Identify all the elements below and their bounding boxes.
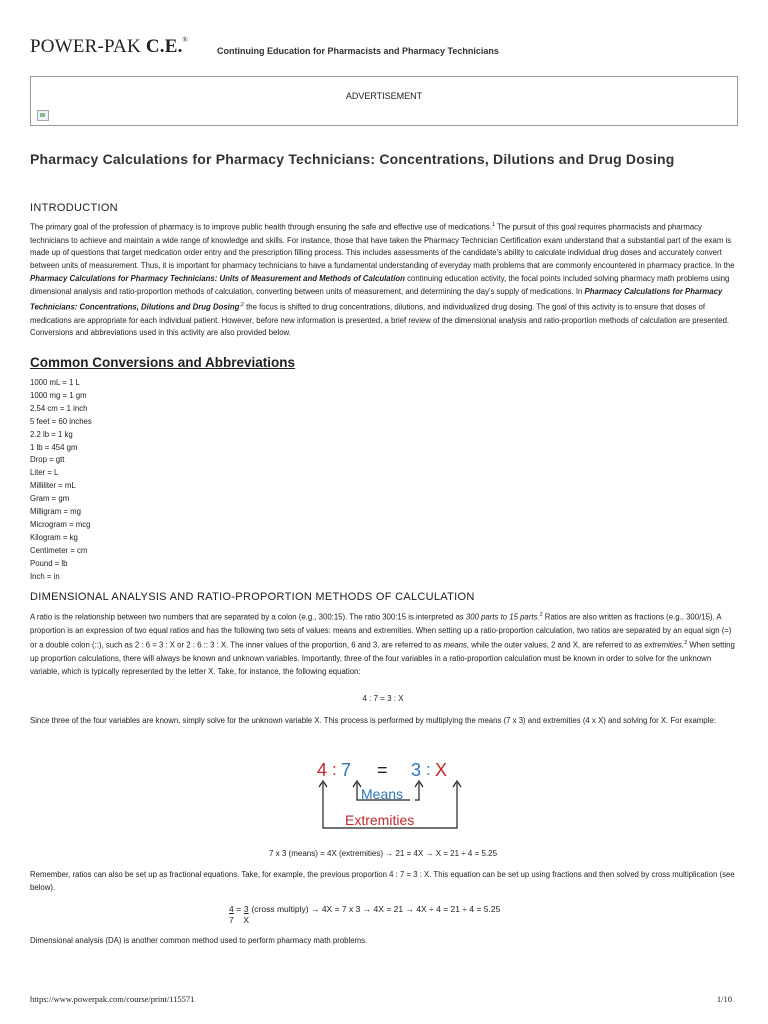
- logo-ce: C.E.: [145, 36, 183, 57]
- conversion-item: 5 feet = 60 inches: [30, 416, 92, 426]
- ratio-text-3: while the outer values, 2 and X, are referred to as: [469, 641, 645, 650]
- ratio-italic-means: means,: [443, 641, 470, 650]
- means-extremities-diagram: [315, 756, 465, 836]
- equation-solve: 7 x 3 (means) = 4X (extremities) → 21 = 4X → X = 21 ÷ 4 = 5.25: [268, 849, 498, 858]
- intro-text-1: The primary goal of the profession of pharmacy is to improve public health through ensuring the safe and effective use of medications.: [30, 222, 492, 232]
- advertisement-box[interactable]: [30, 76, 738, 126]
- diagram-4: 4: [317, 760, 328, 780]
- fraction-right-denominator: X: [243, 915, 250, 925]
- diagram-colon-1: :: [332, 760, 337, 779]
- ratio-text-2: Ratios are also written as fractions (e.g., 300/15). A proportion is an expression of two equal ratios and has the following two sets of values: means and extremities. When setting up a ratio-proportion calculation, two ratios are separated by an equal sign (=) or a double colon (::), such as 2 : 6 = 3 : X or 2 : 6 :: 3 : X. The inner values of the proportion, 6 and 3, are referred to as: [30, 612, 732, 650]
- conversion-item: Milligram = mg: [30, 507, 81, 517]
- conversion-item: Microgram = mcg: [30, 519, 91, 529]
- conversion-item: Milliliter = mL: [30, 481, 76, 491]
- fraction-left-numerator: 4: [229, 904, 234, 914]
- ratio-text-4: When setting up proportion calculations, there will always be known and unknown variables. Importantly, three of the four variables in a ratio-proportion calculation must be known in order to solve for the unknown variable, which is typically represented by the letter X. Take, for instance, the following equation:: [30, 641, 735, 676]
- introduction-heading: INTRODUCTION: [30, 202, 118, 214]
- diagram-colon-2: :: [426, 760, 431, 779]
- footer-url[interactable]: https://www.powerpak.com/course/print/115571: [30, 994, 195, 1004]
- activity-title-concentrations: Pharmacy Calculations for Pharmacy Technicians: Concentrations, Dilutions and Drug Dosing: [30, 287, 723, 312]
- conversion-item: Kilogram = kg: [30, 532, 78, 542]
- conversion-item: Pound = lb: [30, 558, 68, 568]
- diagram-x: X: [435, 760, 448, 780]
- conversion-item: 1 lb = 454 gm: [30, 442, 78, 452]
- conversion-item: Inch = in: [30, 571, 60, 581]
- diagram-7: 7: [341, 760, 352, 780]
- citation-2: 2: [539, 612, 543, 618]
- conversion-item: 2.54 cm = 1 inch: [30, 403, 88, 413]
- power-pak-logo[interactable]: [30, 36, 188, 58]
- introduction-paragraph: [30, 219, 736, 340]
- since-paragraph: Since three of the four variables are known, simply solve for the unknown variable X. This process is performed by multiplying the means (7 x 3) and extremities (4 x X) and solving for X. For example:: [30, 716, 716, 725]
- ratio-paragraph: [30, 609, 736, 679]
- fraction-left-denominator: 7: [229, 915, 234, 925]
- conversion-item: Gram = gm: [30, 494, 70, 504]
- conversion-item: 1000 mL = 1 L: [30, 378, 80, 387]
- intro-text-3: continuing education activity, the focal points included solving pharmacy math problems using dimensional analysis and ratio-proportion methods of calculation, converting between units of measurement, and determining the day's supply of medications. In: [30, 274, 730, 297]
- cross-multiply-steps: (cross multiply) → 4X = 7 x 3 → 4X = 21 → 4X ÷ 4 = 21 ÷ 4 = 5.25: [249, 904, 501, 914]
- citation-2: 2: [684, 640, 688, 647]
- remember-paragraph: Remember, ratios can also be set up as fractional equations. Take, for example, the previous proportion 4 : 7 = 3 : X. This equation can be set up using fractions and then solved by cross multiplication (see below).: [30, 870, 735, 892]
- equation-fractions: [229, 904, 500, 926]
- footer-page-number: 1/10: [716, 994, 732, 1004]
- conversion-item: Centimeter = cm: [30, 545, 88, 555]
- advertisement-label: ADVERTISEMENT: [345, 91, 423, 101]
- conversion-item: 2.2 lb = 1 kg: [30, 429, 73, 439]
- intro-text-2: The pursuit of this goal requires pharmacists and pharmacy technicians to achieve and maintain a wide range of knowledge and skills. For instance, those that have taken the Pharmacy Technician Certification exam understand that a substantial part of the exam is made up of questions that target medication order entry and the prescription filling process. This includes assessments of the candidate's ability to calculate individual drug doses and accurately convert between units of measurement. Thus, it is important for pharmacy technicians to have a fundamental understanding of everyday math problems that are commonly encountered in pharmacy practice. In the: [30, 222, 735, 271]
- conversions-heading: Common Conversions and Abbreviations: [30, 355, 296, 370]
- diagram-equals: =: [377, 760, 388, 780]
- broken-image-icon[interactable]: [37, 110, 49, 121]
- page-header: [30, 36, 738, 58]
- ratio-italic-1: 300 parts to 15 parts.: [465, 612, 540, 622]
- dimensional-analysis-heading: DIMENSIONAL ANALYSIS AND RATIO-PROPORTION METHODS OF CALCULATION: [30, 591, 475, 603]
- conversion-item: 1000 mg = 1 gm: [30, 390, 87, 400]
- header-tagline: Continuing Education for Pharmacists and Pharmacy Technicians: [217, 46, 499, 56]
- extremities-label: Extremities: [345, 812, 415, 828]
- activity-title-units: Pharmacy Calculations for Pharmacy Technicians: Units of Measurement and Methods of Calculation: [30, 274, 405, 284]
- diagram-3: 3: [411, 760, 422, 780]
- logo-registered-mark: ®: [182, 36, 189, 44]
- citation-1: 1: [491, 222, 495, 228]
- means-label: Means: [361, 786, 404, 802]
- article-title: Pharmacy Calculations for Pharmacy Technicians: Concentrations, Dilutions and Drug Dosing: [30, 151, 675, 167]
- fraction-right-numerator: 3: [243, 904, 249, 914]
- dimensional-analysis-paragraph: Dimensional analysis (DA) is another common method used to perform pharmacy math problems.: [30, 936, 368, 945]
- logo-text: POWER-PAK: [30, 36, 146, 57]
- intro-text-4: the focus is shifted to drug concentrations, dilutions, and individualized drug dosing. The goal of this activity is to ensure that doses of medications are appropriate for each individual patient. However, before new information is presented, a brief review of the dimensional analysis and ratio-proportion methods of calculation are presented. Conversions and abbreviations used in this activity are also provided below.: [30, 302, 730, 338]
- conversions-list: [30, 377, 92, 584]
- conversion-item: Drop = gtt: [30, 455, 65, 465]
- equation-ratio: 4 : 7 = 3 : X: [362, 694, 404, 703]
- conversion-item: Liter = L: [30, 468, 59, 478]
- citation-2: ,2: [239, 302, 244, 309]
- ratio-text-1: A ratio is the relationship between two numbers that are separated by a colon (e.g., 300:15). The ratio 300:15 is interpreted as: [30, 612, 466, 622]
- fraction-equals: =: [233, 904, 244, 914]
- ratio-italic-extremities: extremities.: [644, 641, 685, 650]
